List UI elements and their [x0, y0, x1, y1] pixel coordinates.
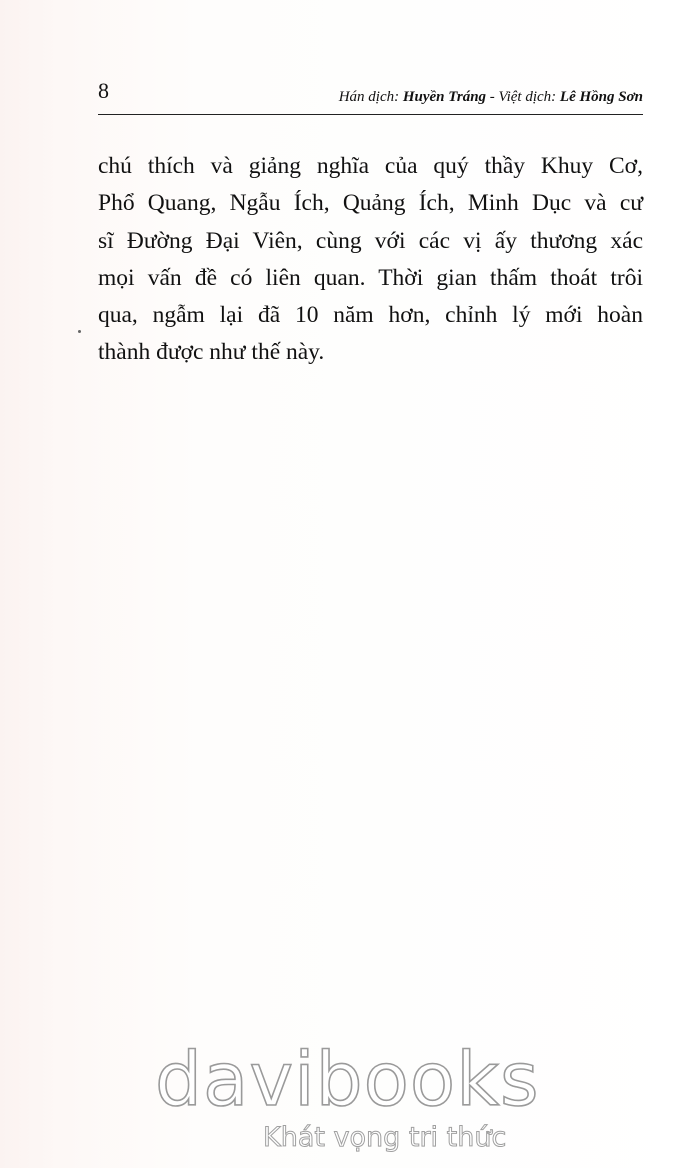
text-line: qua, ngẫm lại đã 10 năm hơn, chỉnh lý mới hoàn — [98, 302, 643, 329]
text-line: mọi vấn đề có liên quan. Thời gian thấm thoát trôi — [98, 264, 643, 291]
han-translator-name: Huyền Tráng — [402, 89, 487, 105]
watermark-brand: davibooks — [155, 1037, 540, 1123]
viet-translation-label: Việt dịch: — [498, 89, 560, 105]
running-header — [98, 76, 643, 115]
watermark-logo — [155, 1038, 555, 1158]
translator-credits — [339, 87, 643, 107]
scan-speck — [78, 330, 81, 333]
watermark-slogan: Khát vọng tri thức — [263, 1122, 507, 1153]
text-line: chú thích và giảng nghĩa của quý thầy Khuy Cơ, — [98, 153, 643, 179]
text-line: Phổ Quang, Ngẫu Ích, Quảng Ích, Minh Dục và cư — [98, 190, 643, 217]
han-translation-label: Hán dịch: — [338, 89, 403, 105]
text-line: sĩ Đường Đại Viên, cùng với các vị ấy thương xác — [98, 227, 643, 254]
page-number: 8 — [98, 78, 109, 103]
viet-translator-name: Lê Hồng Sơn — [559, 89, 643, 105]
text-line: thành được như thế này. — [98, 339, 325, 366]
credits-separator: - — [486, 89, 499, 105]
body-paragraph — [98, 148, 643, 372]
